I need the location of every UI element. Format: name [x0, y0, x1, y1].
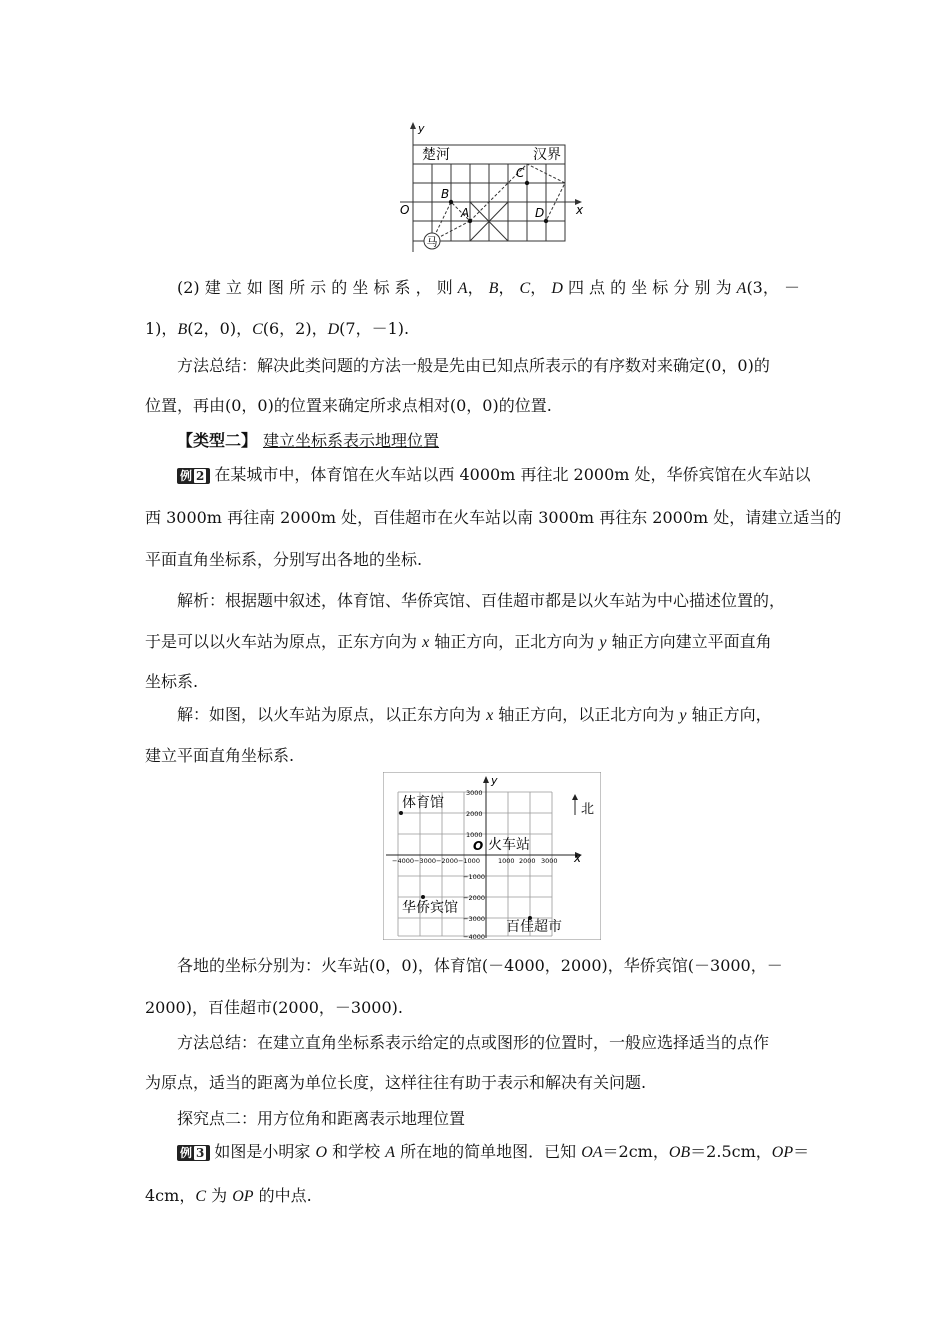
analysis-line-1: 解析：根据题中叙述，体育馆、华侨宾馆、百佳超市都是以火车站为中心描述位置的， [177, 591, 786, 610]
gym-point [399, 811, 403, 815]
example3-line-1: 例 3 如图是小明家 O 和学校 A 所在地的简单地图．已知 OA＝2cm，OB＝2.5cm，OP＝ [177, 1142, 809, 1163]
solution-line-1: 解：如图，以火车站为原点，以正东方向为 x 轴正方向，以正北方向为 y 轴正方向， [177, 705, 772, 724]
north-label: 北 [581, 802, 595, 817]
y-tick: 1000 [466, 831, 483, 839]
example3-line-2: 4cm，C 为 OP 的中点. [145, 1186, 312, 1205]
analysis-line-2: 于是可以以火车站为原点，正东方向为 x 轴正方向，正北方向为 y 轴正方向建立平面直角 [145, 632, 772, 651]
summary2-line-2: 为原点，适当的距离为单位长度，这样往往有助于表示和解决有关问题. [145, 1073, 647, 1092]
answer-text: 四 点 的 坐 标 分 别 为 [562, 278, 737, 297]
point-c [525, 181, 529, 185]
var-d: D [327, 321, 340, 338]
summary1-line-1: 方法总结：解决此类问题的方法一般是先由已知点所表示的有序数对来确定(0，0)的 [177, 356, 770, 375]
station-label: 火车站 [488, 837, 530, 853]
x-tick: 2000 [519, 857, 536, 865]
y-tick: −2000 [463, 894, 485, 902]
answer-text: ， [530, 278, 552, 297]
y-tick: 2000 [466, 810, 483, 818]
var-a: A [457, 280, 468, 297]
coords-line-2: 2000)，百佳超市(2000，－3000). [145, 998, 403, 1017]
summary1-line-2: 位置，再由(0，0)的位置来确定所求点相对(0，0)的位置. [145, 396, 552, 415]
example2-line-2: 西 3000m 再往南 2000m 处，百佳超市在火车站以南 3000m 再往东 2000m 处，请建立适当的 [145, 508, 842, 527]
answer-text: (6，2)， [262, 319, 328, 338]
answer-text: (7，－1). [339, 319, 410, 338]
horse-piece-label: 马 [426, 235, 438, 249]
summary2-line-1: 方法总结：在建立直角坐标系表示给定的点或图形的位置时，一般应选择适当的点作 [177, 1033, 770, 1052]
label-c: C [516, 166, 525, 180]
answer-text: (2) 建 立 如 图 所 示 的 坐 标 系 ， 则 [177, 278, 458, 297]
y-tick: −4000 [463, 933, 485, 940]
example3-badge: 例 3 [177, 1145, 210, 1161]
answer-text: (2，0)， [187, 319, 253, 338]
answer-text: 1)， [145, 319, 178, 338]
x-axis-label: x [574, 851, 582, 865]
y-tick: 3000 [466, 789, 483, 797]
y-axis-label: y [491, 774, 498, 787]
x-tick: 1000 [498, 857, 515, 865]
var-c: C [519, 280, 531, 297]
y-tick: −1000 [463, 873, 485, 881]
answer-text: (3， － [746, 278, 800, 297]
type2-tag: 【类型二】 [177, 431, 258, 450]
var-a: A [736, 280, 747, 297]
example2-line-3: 平面直角坐标系，分别写出各地的坐标. [145, 550, 423, 569]
var-b: B [488, 280, 499, 297]
answer-line-2 [145, 319, 409, 340]
example2-badge: 例 2 [177, 468, 210, 484]
gym-label: 体育馆 [402, 795, 444, 811]
example2-text: 在某城市中，体育馆在火车站以西 4000m 再往北 2000m 处，华侨宾馆在火车站以 [214, 465, 811, 484]
answer-text: ， [498, 278, 520, 297]
var-b: B [177, 321, 188, 338]
x-axis-label: x [576, 203, 584, 217]
market-label: 百佳超市 [506, 919, 562, 935]
label-d: D [535, 206, 545, 220]
chessboard-figure [395, 118, 590, 258]
river-left-label: 楚河 [422, 147, 450, 163]
exploration-point-2: 探究点二：用方位角和距离表示地理位置 [177, 1109, 466, 1128]
coords-line-1: 各地的坐标分别为：火车站(0，0)，体育馆(－4000，2000)，华侨宾馆(－3000，－ [177, 956, 783, 975]
type2-title: 建立坐标系表示地理位置 [263, 431, 440, 450]
label-b: B [441, 187, 450, 201]
point-d [544, 219, 548, 223]
label-a: A [461, 206, 470, 220]
city-map-figure [383, 772, 601, 940]
analysis-line-3: 坐标系. [145, 672, 199, 691]
var-x: x [486, 707, 494, 724]
x-tick-neg: −4000−3000−2000−1000 [392, 857, 480, 865]
type2-heading [177, 431, 439, 451]
point-b [449, 200, 453, 204]
y-axis-label: y [418, 122, 425, 135]
hotel-point [421, 895, 425, 899]
var-x: x [422, 634, 430, 651]
y-tick: −3000 [463, 915, 485, 923]
var-y: y [679, 707, 687, 724]
var-c: C [252, 321, 263, 338]
solution-line-2: 建立平面直角坐标系. [145, 746, 295, 765]
answer-text: ， [467, 278, 489, 297]
origin-label: O [473, 839, 484, 853]
var-d: D [551, 280, 563, 297]
hotel-label: 华侨宾馆 [402, 900, 458, 916]
x-tick: 3000 [541, 857, 558, 865]
origin-label: O [400, 203, 410, 217]
var-y: y [599, 634, 607, 651]
answer-line-1 [177, 278, 800, 299]
example2-line-1 [177, 465, 811, 485]
river-right-label: 汉界 [533, 147, 561, 163]
